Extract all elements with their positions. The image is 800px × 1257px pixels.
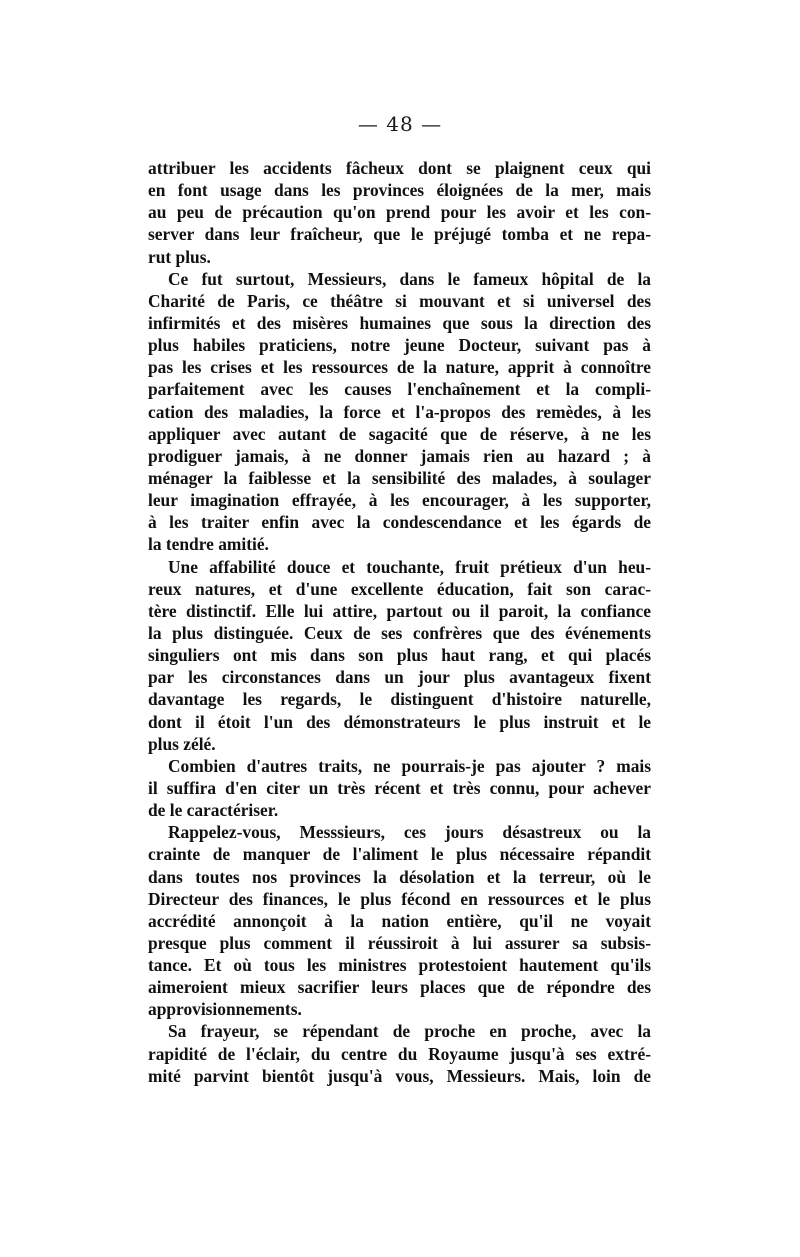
text-line: singuliers ont mis dans son plus haut rang, et qui placés (148, 645, 651, 666)
text-line: infirmités et des misères humaines que sous la direction des (148, 312, 651, 333)
text-line: dans toutes nos provinces la désolation et la terreur, où le (148, 866, 651, 887)
text-line: tance. Et où tous les ministres protestoient hautement qu'ils (148, 955, 651, 976)
text-line: reux natures, et d'une excellente éducation, fait son carac- (148, 578, 651, 599)
text-line: Directeur des finances, le plus fécond en ressources et le plus (148, 888, 651, 909)
text-line: plus zélé. (148, 733, 216, 754)
text-line: la tendre amitié. (148, 534, 269, 555)
text-line: en font usage dans les provinces éloignées de la mer, mais (148, 180, 651, 201)
text-line: tère distinctif. Elle lui attire, partout ou il paroit, la confiance (148, 600, 651, 621)
text-line: approvisionnements. (148, 999, 302, 1020)
page-number: — 48 — (357, 112, 443, 136)
text-line: plus habiles praticiens, notre jeune Docteur, suivant pas à (148, 335, 651, 356)
text-line: dont il étoit l'un des démonstrateurs le plus instruit et le (148, 711, 651, 732)
text-line: appliquer avec autant de sagacité que de réserve, à ne les (148, 423, 651, 444)
text-line: Combien d'autres traits, ne pourrais-je pas ajouter ? mais (168, 755, 651, 776)
text-line: leur imagination effrayée, à les encourager, à les supporter, (148, 490, 651, 511)
text-line: accrédité annonçoit à la nation entière, qu'il ne voyait (148, 910, 651, 931)
text-line: Sa frayeur, se répendant de proche en proche, avec la (168, 1021, 651, 1042)
text-line: Une affabilité douce et touchante, fruit prétieux d'un heu- (168, 556, 651, 577)
text-line: crainte de manquer de l'aliment le plus nécessaire répandit (148, 844, 651, 865)
text-line: davantage les regards, le distinguent d'histoire naturelle, (148, 689, 651, 710)
text-line: pas les crises et les ressources de la nature, apprit à connoître (148, 357, 651, 378)
text-line: aimeroient mieux sacrifier leurs places que de répondre des (148, 977, 651, 998)
text-line: Ce fut surtout, Messieurs, dans le fameux hôpital de la (168, 268, 651, 289)
text-line: server dans leur fraîcheur, que le préjugé tomba et ne repa- (148, 224, 651, 245)
text-line: Charité de Paris, ce théâtre si mouvant et si universel des (148, 290, 651, 311)
text-line: attribuer les accidents fâcheux dont se plaignent ceux qui (148, 158, 651, 178)
text-line: mité parvint bientôt jusqu'à vous, Messieurs. Mais, loin de (148, 1065, 651, 1086)
text-line: rapidité de l'éclair, du centre du Royaume jusqu'à ses extré- (148, 1043, 651, 1064)
text-line: rut plus. (148, 246, 211, 267)
text-line: la plus distinguée. Ceux de ses confrères que des événements (148, 622, 651, 643)
body-text (148, 157, 651, 1087)
text-line: prodiguer jamais, à ne donner jamais rien au hazard ; à (148, 445, 651, 466)
text-line: parfaitement avec les causes l'enchaînement et la compli- (148, 379, 651, 400)
text-line: il suffira d'en citer un très récent et très connu, pour achever (148, 777, 651, 798)
text-line: par les circonstances dans un jour plus avantageux fixent (148, 667, 651, 688)
text-line: au peu de précaution qu'on prend pour les avoir et les con- (148, 202, 651, 223)
text-line: à les traiter enfin avec la condescendance et les égards de (148, 512, 651, 533)
text-line: cation des maladies, la force et l'a-propos des remèdes, à les (148, 401, 651, 422)
text-line: Rappelez-vous, Messsieurs, ces jours désastreux ou la (168, 822, 651, 843)
text-line: ménager la faiblesse et la sensibilité des malades, à soulager (148, 467, 651, 488)
text-line: de le caractériser. (148, 800, 279, 821)
text-line: presque plus comment il réussiroit à lui assurer sa subsis- (148, 932, 651, 953)
